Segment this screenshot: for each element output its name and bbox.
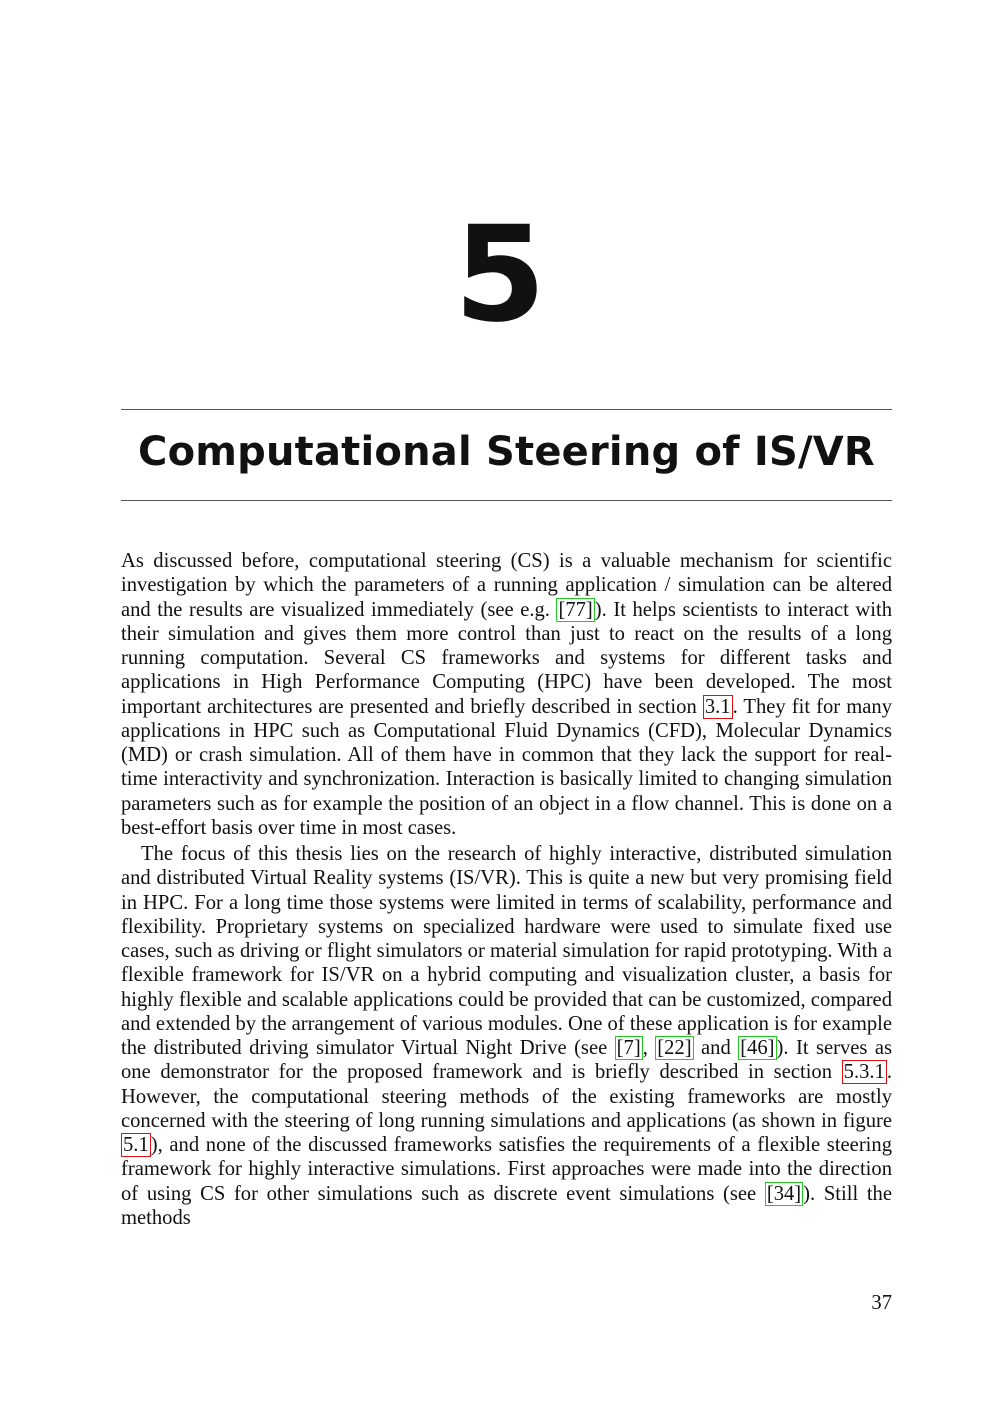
p1-text-1: As discussed before, computational steering (CS) is a valuable mechanism for scientific investigation by which the parameters of a running application / simulation can be altered and the results are visualized immediately (see e.g. — [121, 550, 892, 621]
section-link-3-1[interactable]: 3.1 — [704, 695, 731, 718]
p2-text-1: The focus of this thesis lies on the research of highly interactive, distributed simulation and distributed Virtual Reality systems (IS/VR). This is quite a new but very promising field in HPC. For a long time those systems were limited in terms of scalability, performance and flexibility. Proprietary systems on specialized hardware were used to simulate fixed use cases, such as driving or flight simulators or material simulation for rapid prototyping. With a flexible framework for IS/VR on a hybrid computing and visualization cluster, a basis for highly flexible and scalable applications could be provided that can be customized, compared and extended by the arrangement of various modules. One of these application is for example the distributed driving simulator Virtual Night Drive (see — [121, 843, 892, 1059]
title-rule-top — [121, 409, 892, 410]
p2-text-4: ). It serves as one demonstrator for the proposed framework and is briefly described in section — [121, 1037, 893, 1084]
page-number: 37 — [871, 1292, 892, 1314]
p2-text-7: ). Still the methods — [121, 1182, 892, 1229]
p2-text-6: ), and none of the discussed frameworks satisfies the requirements of a flexible steering framework for highly interactive simulations. First approaches were made into the direction of using CS for other simulations such as discrete event simulations (see — [121, 1134, 892, 1205]
chapter-number: 5 — [454, 198, 546, 352]
figure-link-5-1[interactable]: 5.1 — [123, 1134, 149, 1156]
p2-text-5: . However, the computational steering methods of the existing frameworks are mostly concerned with the steering of long running simulations and applications (as shown in figure — [121, 1061, 892, 1132]
chapter-title: Computational Steering of IS/VR — [138, 429, 875, 475]
p2-text-2: , — [642, 1037, 656, 1059]
p2-text-3: and — [693, 1037, 739, 1059]
p1-text-3: . They fit for many applications in HPC such as Computational Fluid Dynamics (CFD), Molecular Dynamics (MD) or crash simulation. All of them have in common that they lack the support for real-time interactivity and synchronization. Interaction is basically limited to changing simulation parameters such as for example the position of an object in a flow channel. This is done on a best-effort basis over time in most cases. — [121, 695, 892, 839]
p1-text-2: ). It helps scientists to interact with their simulation and gives them more control than just to react on the results of a long running computation. Several CS frameworks and systems for different tasks and applications in High Performance Computing (HPC) have been developed. The most important architectures are presented and briefly described in section — [121, 598, 892, 718]
citation-link-77[interactable]: [77] — [558, 598, 593, 621]
paragraph-2 — [121, 842, 892, 1230]
chapter-body — [121, 549, 892, 1230]
citation-link-46[interactable]: [46] — [740, 1037, 775, 1059]
title-rule-bottom — [121, 500, 892, 501]
citation-link-22[interactable]: [22] — [657, 1037, 692, 1059]
citation-link-7[interactable]: [7] — [616, 1037, 641, 1059]
section-link-5-3-1[interactable]: 5.3.1 — [843, 1061, 885, 1084]
citation-link-34[interactable]: [34] — [766, 1182, 802, 1205]
paragraph-1 — [121, 549, 892, 840]
